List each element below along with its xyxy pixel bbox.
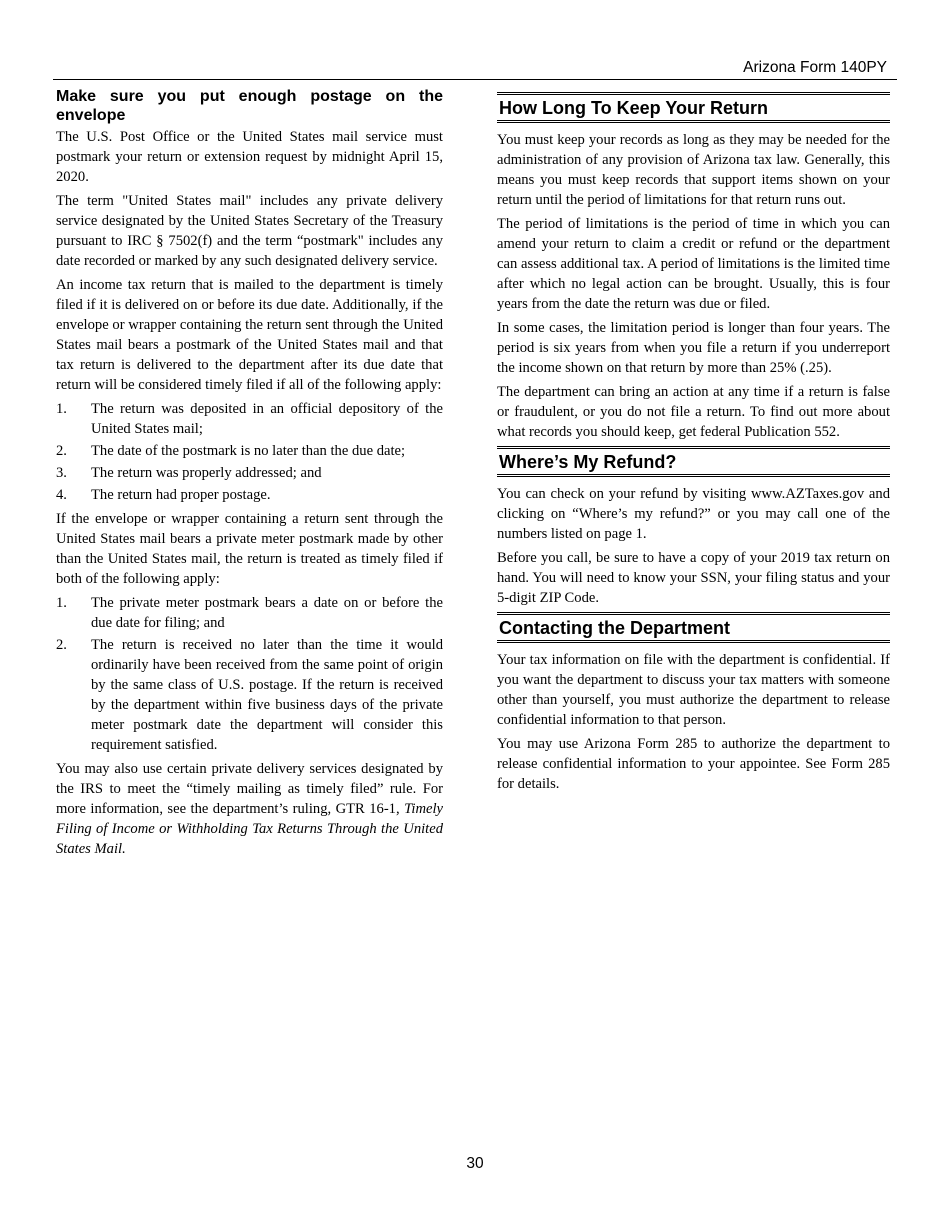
refund-heading-text: Where’s My Refund? [499, 452, 677, 472]
list-item [56, 593, 443, 633]
header-rule [53, 79, 897, 80]
form-285-paragraph: You may use Arizona Form 285 to authorize the department to release confidential information to your appointee. See Form 285 for details. [497, 736, 890, 792]
left-column [56, 87, 443, 863]
list-item [56, 463, 443, 483]
timely-filed-paragraph: An income tax return that is mailed to the department is timely filed if it is delivered on or before its due date. Additionally, if the envelope or wrapper containing the return sent through the United States mail bears a postmark of the United States mail and that tax return is delivered to the department after its due date that return will be considered timely filed if all of the following apply: [56, 277, 443, 393]
conditions-list [56, 399, 443, 505]
form-title: Arizona Form 140PY [743, 59, 887, 76]
list-number: 2. [56, 443, 67, 459]
postage-heading: Make sure you put enough postage on the envelope [56, 88, 443, 124]
right-column [497, 92, 890, 798]
list-item [56, 635, 443, 755]
list-number: 2. [56, 637, 67, 653]
gtr-ruling-title: Timely Filing of Income or Withholding Tax Returns Through the United States Mail. [56, 801, 443, 857]
meter-conditions-list [56, 593, 443, 755]
us-mail-definition-paragraph: The term "United States mail" includes any private delivery service designated by the United States Secretary of the Treasury pursuant to IRC § 7502(f) and the term “postmark" includes any date recorded or marked by any such designated delivery service. [56, 193, 443, 269]
list-number: 3. [56, 465, 67, 481]
contact-heading-text: Contacting the Department [499, 618, 731, 638]
limitations-paragraph: The period of limitations is the period of time in which you can amend your return to claim a credit or refund or the department can assess additional tax. A period of limitations is the limited time after which no legal action can be brought. Usually, this is four years from the date the return was due or filed. [497, 216, 890, 312]
list-number: 1. [56, 595, 67, 611]
list-text: The date of the postmark is no later than the due date; [91, 443, 406, 459]
postmark-paragraph: The U.S. Post Office or the United States mail service must postmark your return or extension request by midnight April 15, 2020. [56, 129, 443, 185]
list-item [56, 441, 443, 461]
keep-return-heading-text: How Long To Keep Your Return [499, 98, 768, 118]
list-text: The private meter postmark bears a date on or before the due date for filing; and [91, 595, 443, 631]
delivery-services-text: You may also use certain private delivery services designated by the IRS to meet the “timely mailing as timely filed” rule. For more information, see the department’s ruling, GTR 16-1, [56, 761, 443, 817]
page-number: 30 [466, 1155, 484, 1172]
private-meter-paragraph: If the envelope or wrapper containing a return sent through the United States mail bears a private meter postmark made by other than the United States mail, the return is treated as timely filed if both of the following apply: [56, 511, 443, 587]
list-text: The return was properly addressed; and [91, 465, 322, 481]
list-number: 4. [56, 487, 67, 503]
keep-return-heading [497, 92, 890, 123]
fraud-paragraph: The department can bring an action at any time if a return is false or fraudulent, or you do not file a return. To find out more about what records you should keep, get federal Publication 552. [497, 384, 890, 440]
confidential-paragraph: Your tax information on file with the department is confidential. If you want the department to discuss your tax matters with someone other than yourself, you must authorize the department to release confidential information to that person. [497, 652, 890, 728]
longer-limitations-paragraph: In some cases, the limitation period is longer than four years. The period is six years from when you file a return if you underreport the income shown on that return by more than 25% (.25). [497, 320, 890, 376]
refund-heading [497, 446, 890, 477]
list-item [56, 399, 443, 439]
refund-check-paragraph: You can check on your refund by visiting www.AZTaxes.gov and clicking on “Where’s my refund?” or you may call one of the numbers listed on page 1. [497, 486, 890, 542]
list-text: The return had proper postage. [91, 487, 271, 503]
keep-records-paragraph: You must keep your records as long as they may be needed for the administration of any provision of Arizona tax law. Generally, this means you must keep records that support items shown on your return until the period of limitations for that return runs out. [497, 132, 890, 208]
refund-call-paragraph: Before you call, be sure to have a copy of your 2019 tax return on hand. You will need to know your SSN, your filing status and your 5-digit ZIP Code. [497, 550, 890, 606]
list-text: The return was deposited in an official depository of the United States mail; [91, 401, 443, 437]
delivery-services-paragraph [56, 759, 443, 859]
list-number: 1. [56, 401, 67, 417]
list-item [56, 485, 443, 505]
contact-heading [497, 612, 890, 643]
list-text: The return is received no later than the time it would ordinarily have been received from the same point of origin by the same class of U.S. postage. If the return is received by the department within five business days of the private meter postmark date the department will consider this requirement satisfied. [91, 637, 443, 753]
